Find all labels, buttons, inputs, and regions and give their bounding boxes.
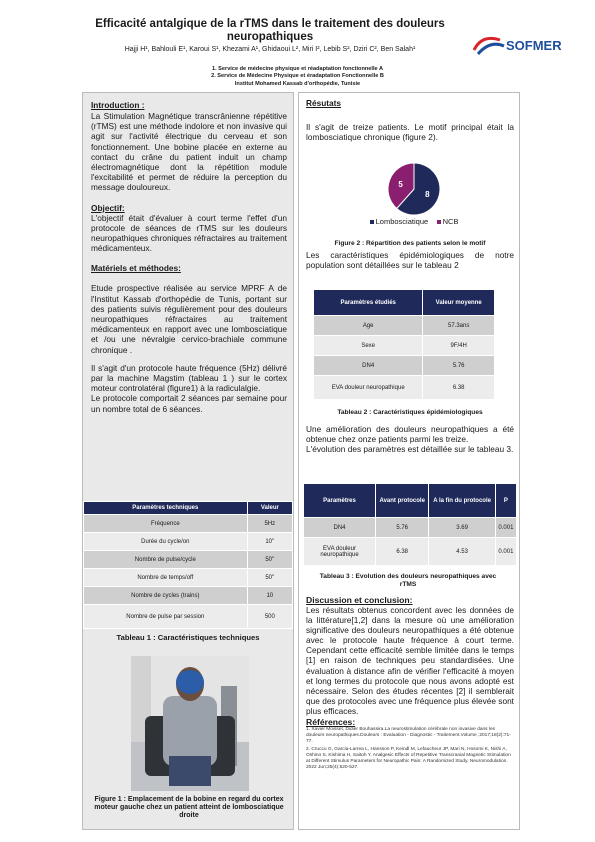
table-cell: Nombre de pulse/cycle xyxy=(84,551,248,569)
sofmer-logo xyxy=(470,30,585,58)
table-row xyxy=(84,551,293,569)
table-cell: 500 xyxy=(247,605,292,629)
table-cell: 10'' xyxy=(247,533,292,551)
table-cell: 0.001 xyxy=(495,538,516,566)
table-cell: Nombre de pulse par session xyxy=(84,605,248,629)
table3-header: A la fin du protocole xyxy=(429,484,495,518)
results-text-2: Les caractéristiques épidémiologiques de notre population sont détaillées sur le tableau 2 xyxy=(306,250,514,271)
legend-ncb: NCB xyxy=(442,217,459,226)
reference-1: 1. Xavier Moisset, Didier Bouhassira.La neurostimulation cérébrale non invasive dans les douleurs neuropathiques.Douleurs : Evaluation - Diagnostic - Traitement.Volume ;2017;18(2):71-77. xyxy=(306,727,511,745)
table-cell: 57.3ans xyxy=(423,316,495,336)
table-cell: 9F/4H xyxy=(423,336,495,356)
table-row xyxy=(314,336,495,356)
table-3 xyxy=(303,483,517,566)
table-cell: 10 xyxy=(247,587,292,605)
methods-text-1: Etude prospective réalisée au service MPRF A de l'Institut Kassab d'orthopédie de Tunis, portant sur des patients suivis régulièrement pour des douleurs neuropathiques réfractaires au traitement médicamenteux en rapport avec une lombosciatique et /ou une névralgie cervico-brachiale commune chronique . xyxy=(91,283,287,355)
figure1-caption: Figure 1 : Emplacement de la bobine en regard du cortex moteur gauche chez un patient atteint de lombosciatique droite xyxy=(94,796,284,819)
table2-header: Paramètres étudiés xyxy=(314,290,423,316)
methods-text-3: Le protocole comportait 2 séances par semaine pour un nombre total de 6 séances. xyxy=(91,393,287,414)
table-cell: Sexe xyxy=(314,336,423,356)
poster-title: Efficacité antalgique de la rTMS dans le traitement des douleurs neuropathiques xyxy=(95,18,445,43)
figure-1-photo xyxy=(131,656,249,791)
table-cell: DN4 xyxy=(314,356,423,376)
authors: Hajji H¹, Bahlouli E¹, Karoui S¹, Khezami A¹, Ghidaoui L², Miri I², Lebib S², Dziri C², Ben Salah¹ xyxy=(124,46,416,53)
table-cell: Nombre de cycles (trains) xyxy=(84,587,248,605)
table-cell: 5Hz xyxy=(247,515,292,533)
affiliation-2: 2. Service de Médecine Physique et éradaptation Fonctionnelle B xyxy=(211,73,384,80)
results-text-3: Une amélioration des douleurs neuropathiques a été obtenue chez onze patients parmi les treize. xyxy=(306,424,514,445)
table-cell: Age xyxy=(314,316,423,336)
table-row xyxy=(84,605,293,629)
table-cell: 4.53 xyxy=(429,538,495,566)
table-row xyxy=(314,376,495,400)
objective-heading: Objectif: xyxy=(91,202,125,213)
table-row xyxy=(314,356,495,376)
table-row xyxy=(304,538,517,566)
affiliation-3: Institut Mohamed Kassab d'orthopédie, Tunisie xyxy=(234,80,361,87)
table-2 xyxy=(313,289,495,400)
table-cell: Nombre de temps/off xyxy=(84,569,248,587)
table-row xyxy=(304,518,517,538)
right-column xyxy=(298,92,520,830)
table-cell: 6.38 xyxy=(376,538,429,566)
left-column xyxy=(82,92,294,830)
table-cell: EVA douleur neuropathique xyxy=(314,376,423,400)
table3-header: P xyxy=(495,484,516,518)
figure2-caption: Figure 2 : Répartition des patients selon le motif xyxy=(334,240,486,247)
table1-header: Paramètres techniques xyxy=(84,502,248,515)
pie-label-ncb: 5 xyxy=(398,179,403,189)
table-cell: 3.69 xyxy=(429,518,495,538)
pie-legend xyxy=(349,217,479,226)
table-cell: Fréquence xyxy=(84,515,248,533)
table-cell: 5.76 xyxy=(423,356,495,376)
methods-text-2: Il s'agit d'un protocole haute fréquence (5Hz) délivré par la machine Magstim (tableau 1 ) sur le cortex moteur controlatéral (figure1) à la radiculalgie. xyxy=(91,362,287,394)
table-row xyxy=(84,515,293,533)
legend-lombosciatique: Lombosciatique xyxy=(375,217,429,226)
reference-2: 2. Cruccu G, Garcia-Larrea L, Hansson P, Keindl M, Lefaucheur JP, Mari N, Hosomi K, Nishi A, Oshino S, Kishima H, Saitoh Y. Analgesic Effects of Repetitive Transcranial Magnetic Stimulation at Different Stimulus Parameters for Neuropathic Pain: A Randomized Study. Neuromodulation. 2022 Jun;25(4):520-527. xyxy=(306,747,511,771)
table-cell: Durée du cycle/on xyxy=(84,533,248,551)
table1-caption: Tableau 1 : Caractéristiques techniques xyxy=(116,633,260,642)
results-text-1: Il s'agit de treize patients. Le motif principal était la lombosciatique chronique (figure 2). xyxy=(306,122,514,143)
legend-swatch-lombosciatique xyxy=(370,220,374,224)
results-heading: Résutats xyxy=(306,98,342,108)
objective-text: L'objectif était d'évaluer à court terme l'effet d'un protocole de séances de rTMS sur les douleurs neuropathiques chroniques réfractaires au traitement médicamenteux. xyxy=(91,212,287,254)
table-cell: 50'' xyxy=(247,569,292,587)
pie-label-lombosciatique: 8 xyxy=(425,190,430,200)
intro-text: La Stimulation Magnétique transcrânienne répétitive (rTMS) est une méthode indolore et non invasive qui agit sur l'activité électrique du cerveau et son fonctionnement. Une bobine placée en externe au contact du crâne du patient induit un champ électromagnétique dont la répétition module l'excitabilité et permet de réduire la perception du message douloureux. xyxy=(91,111,287,193)
table-cell: 0.001 xyxy=(495,518,516,538)
results-text-4: L'évolution des paramètres est détaillée sur le tableau 3. xyxy=(306,444,514,455)
table-cell: DN4 xyxy=(304,518,376,538)
references-heading: Références: xyxy=(306,717,356,728)
table3-caption: Tableau 3 : Evolution des douleurs neuropathiques avec rTMS xyxy=(319,573,497,588)
table-cell: 6.38 xyxy=(423,376,495,400)
table3-header: Paramètres xyxy=(304,484,376,518)
table-1 xyxy=(83,501,293,629)
affiliations xyxy=(100,66,495,88)
table1-header: Valeur xyxy=(247,502,292,515)
affiliation-1: 1. Service de médecine physique et réadaptation fonctionnelle A xyxy=(211,66,384,72)
table-row xyxy=(84,569,293,587)
table-row xyxy=(84,533,293,551)
discussion-text: Les résultats obtenus concordent avec les données de la littérature[1,2] dans la mesure où une amélioration significative des douleurs neuropathiques a été obtenue avec le protocole haute fréquence à court terme. Cependant cette efficacité semble limitée dans le temps [1] en raison de techniques peu standardisées. Une évaluation à distance afin de vérifier l'efficacité à moyen et long termes du protocole que nous avons adopté est nécessaire. Selon des études récentes [2] il semblerait que des protocoles avec une fréquence plus élevée sont plus efficaces. xyxy=(306,605,514,716)
table-row xyxy=(84,587,293,605)
legend-swatch-ncb xyxy=(437,220,441,224)
intro-heading: Introduction : xyxy=(91,100,145,110)
table2-header: Valeur moyenne xyxy=(423,290,495,316)
methods-heading: Matériels et méthodes: xyxy=(91,263,181,274)
table2-caption: Tableau 2 : Caractéristiques épidémiologiques xyxy=(337,409,483,416)
table-cell: 5.76 xyxy=(376,518,429,538)
discussion-heading: Discussion et conclusion: xyxy=(306,595,413,605)
logo-text: SOFMER xyxy=(506,38,562,53)
table-row xyxy=(314,316,495,336)
table3-header: Avant protocole xyxy=(376,484,429,518)
table-cell: 50'' xyxy=(247,551,292,569)
table-cell: EVA douleur neuropathique xyxy=(304,538,376,566)
